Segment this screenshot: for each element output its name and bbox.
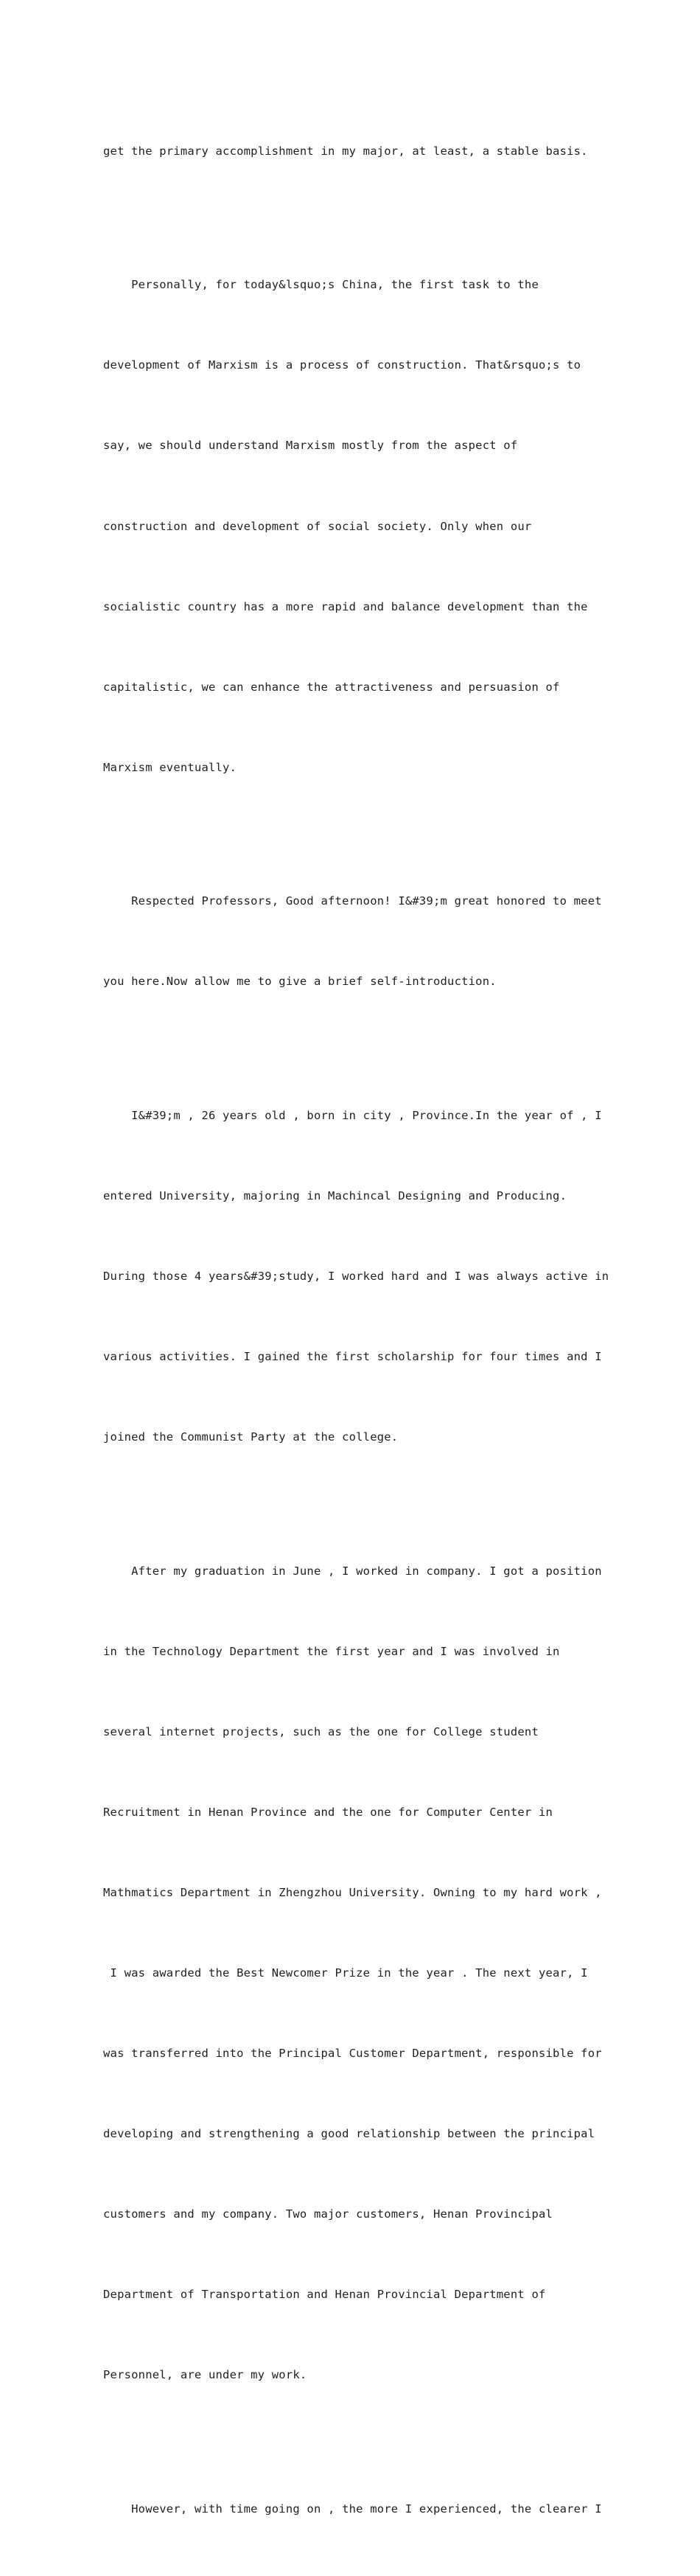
text-line: developing and strengthening a good relationship between the principal xyxy=(103,2127,595,2141)
text-line: several internet projects, such as the one for College student xyxy=(103,1724,539,1738)
text-line: say, we should understand Marxism mostly from the aspect of xyxy=(103,439,518,453)
paragraph-4 xyxy=(103,1048,609,1504)
text-line: customers and my company. Two major customers, Henan Provincipal xyxy=(103,2207,553,2221)
text-line: capitalistic, we can enhance the attractiveness and persuasion of xyxy=(103,680,560,694)
text-line: construction and development of social society. Only when our xyxy=(103,519,532,533)
text-line: in the Technology Department the first year and I was involved in xyxy=(103,1644,560,1658)
text-line: Mathmatics Department in Zhengzhou University. Owning to my hard work , xyxy=(103,1886,602,1900)
text-line: development of Marxism is a process of construction. That&rsquo;s to xyxy=(103,358,581,372)
text-line: However, with time going on , the more I experienced, the clearer I xyxy=(103,2502,602,2516)
text-line: Personally, for today&lsquo;s China, the first task to the xyxy=(103,278,539,292)
paragraph-3 xyxy=(103,835,600,1049)
text-line: Marxism eventually. xyxy=(103,760,237,774)
text-line: Personnel, are under my work. xyxy=(103,2368,307,2382)
text-line: I was awarded the Best Newcomer Prize in the year . The next year, I xyxy=(103,1966,588,1980)
text-line: various activities. I gained the first scholarship for four times and I xyxy=(103,1350,602,1364)
text-line: During those 4 years&#39;study, I worked hard and I was always active in xyxy=(103,1270,609,1284)
paragraph-6 xyxy=(103,2442,600,2576)
text-line: Respected Professors, Good afternoon! I&#39;m great honored to meet xyxy=(103,894,602,908)
text-line: socialistic country has a more rapid and balance development than the xyxy=(103,599,588,613)
text-line: get the primary accomplishment in my major, at least, a stable basis. xyxy=(103,144,588,158)
text-line: entered University, majoring in Machincal Designing and Producing. xyxy=(103,1189,567,1203)
text-line: was transferred into the Principal Customer Department, responsible for xyxy=(103,2047,602,2061)
text-line: you here.Now allow me to give a brief self-introduction. xyxy=(103,975,497,989)
paragraph-2 xyxy=(103,218,600,835)
document-body xyxy=(103,84,609,2576)
text-line: I&#39;m , 26 years old , born in city , Province.In the year of , I xyxy=(103,1109,602,1123)
paragraph-1 xyxy=(103,84,600,218)
paragraph-5 xyxy=(103,1504,600,2442)
text-line: After my graduation in June , I worked in company. I got a position xyxy=(103,1564,602,1578)
text-line: Recruitment in Henan Province and the one for Computer Center in xyxy=(103,1806,553,1819)
text-line: joined the Communist Party at the college. xyxy=(103,1430,399,1444)
text-line: Department of Transportation and Henan Provincial Department of xyxy=(103,2288,546,2302)
